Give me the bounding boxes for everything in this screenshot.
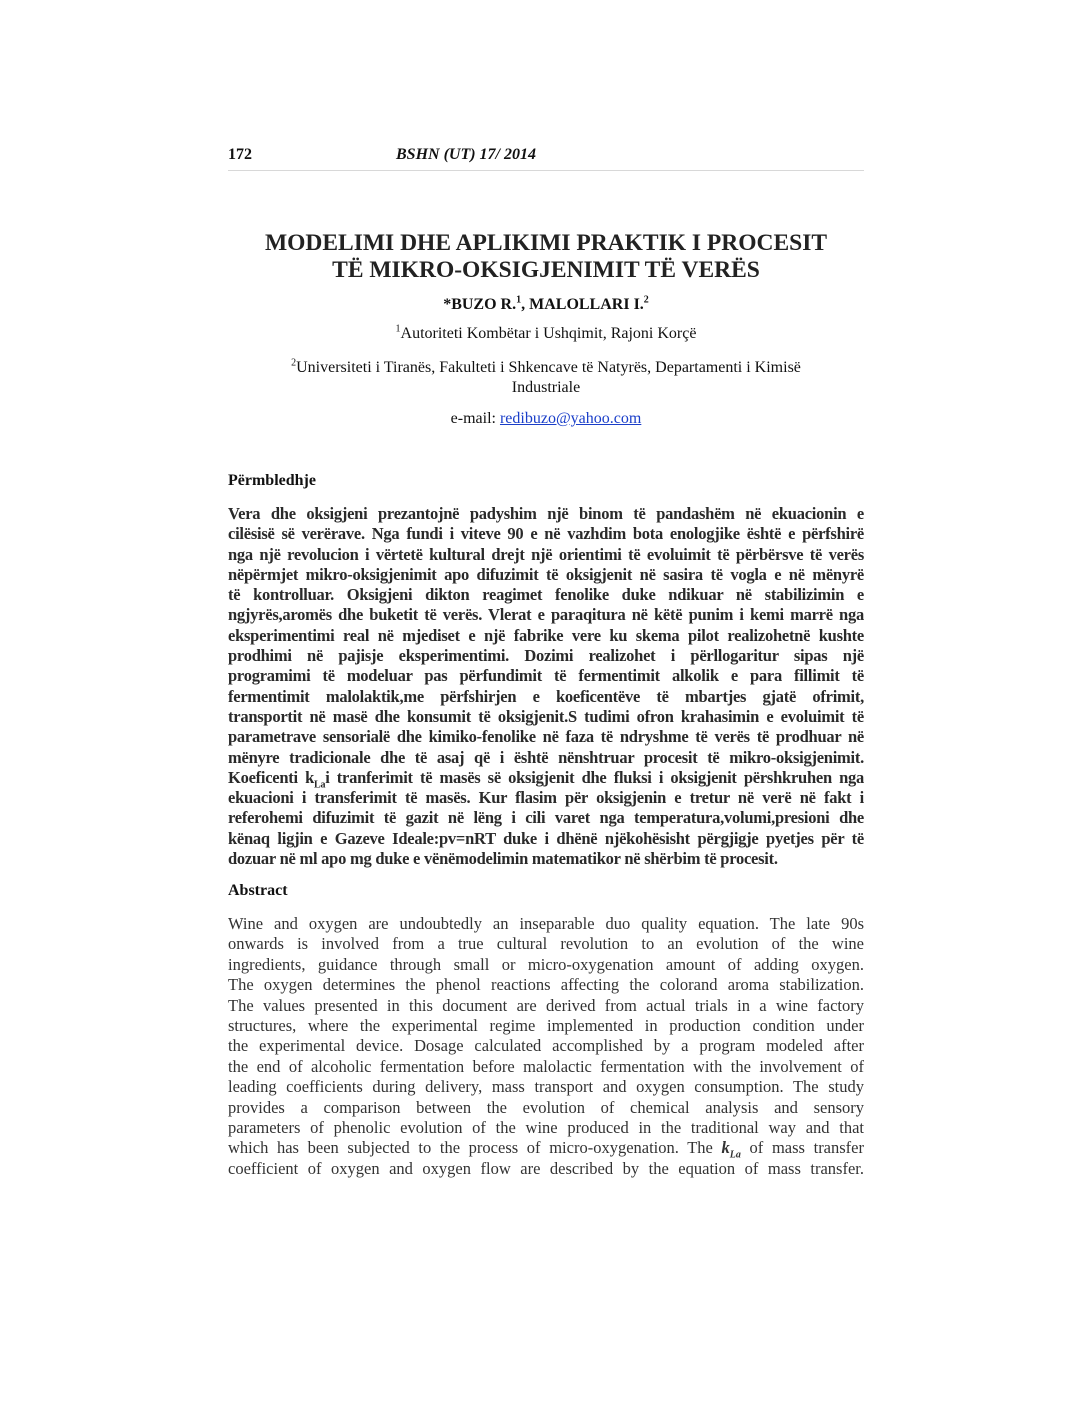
email-link[interactable]: redibuzo@yahoo.com bbox=[499, 410, 642, 427]
affiliation-1-mark: 1 bbox=[395, 323, 401, 335]
title-line-2: TË MIKRO-OKSIGJENIMIT TË VERËS bbox=[332, 257, 760, 283]
abstract-line: provides a comparison between the evolution of chemical analysis and sensory bbox=[228, 1097, 864, 1117]
abstract-line: coefficient of oxygen and oxygen flow are described by the equation of mass transfer. bbox=[228, 1158, 864, 1178]
permbledhje-line: parametrave sensorialë dhe kimiko-fenolike në faza të ndryshme të verës të prodhuar në bbox=[228, 727, 864, 747]
running-head bbox=[228, 146, 864, 171]
affiliation-2-mark: 2 bbox=[291, 357, 297, 369]
permbledhje-line: transportit në masë dhe konsumit të oksigjenit.S tudimi ofron krahasimin e evoluimit të bbox=[228, 706, 864, 726]
permbledhje-paragraph bbox=[228, 504, 864, 869]
permbledhje-line: programimi të modeluar pas përfundimit të fermentimit alkolik e para fillimit të bbox=[228, 666, 864, 686]
abstract-kla-trailing-text: of mass transfer bbox=[740, 1138, 864, 1158]
abstract-kla-symbol: k bbox=[721, 1138, 730, 1158]
permbledhje-line: fermentimit malolaktik,me përfshirjen e koeficentëve të mbartjes gjatë ofrimit, bbox=[228, 686, 864, 706]
author-separator: , bbox=[521, 296, 530, 313]
abstract-paragraph bbox=[228, 914, 864, 1179]
paper-title bbox=[228, 230, 864, 284]
permbledhje-line: referohemi difuzimit të gazit në lëng i cili varet nga temperatura,volumi,presioni dhe bbox=[228, 808, 864, 828]
author-2-affiliation-mark: 2 bbox=[643, 294, 649, 306]
kla-trailing-text: i tranferimit të masës së oksigjenit dhe fluksi i oksigjenit përshkruhen nga bbox=[325, 767, 864, 787]
permbledhje-line: kënaq ligjin e Gazeve Ideale:pv=nRT duke i dhënë njëkohësisht përgjigje pyetjes për të bbox=[228, 828, 864, 848]
affiliation-2-line-1: Universiteti i Tiranës, Fakulteti i Shkencave të Natyrës, Departamenti i Kimisë bbox=[296, 359, 801, 376]
affiliation-2 bbox=[228, 358, 864, 398]
abstract-line: the end of alcoholic fermentation before malolactic fermentation with the involvement of bbox=[228, 1056, 864, 1076]
page-number: 172 bbox=[228, 146, 252, 163]
permbledhje-line: të kontrolluar. Oksigjeni dikton reagimet fenolike duke ndikuar në stabilizimin e bbox=[228, 585, 864, 605]
author-list bbox=[228, 296, 864, 314]
abstract-heading: Abstract bbox=[228, 882, 288, 899]
kla-lead-text: Koeficenti bbox=[228, 767, 306, 787]
permbledhje-line: nëpërmjet mikro-oksigjenimit apo difuzimit të oksigjenit në sasira të vogla e në mënyrë bbox=[228, 564, 864, 584]
permbledhje-line: Vera dhe oksigjeni prezantojnë padyshim një binom të pandashëm në ekuacionin e bbox=[228, 504, 864, 523]
permbledhje-line: eksperimentimi real në mjediset e një fabrike vere ku skema pilot realizohetnë kushte bbox=[228, 625, 864, 645]
email-label: e-mail: bbox=[450, 410, 500, 427]
title-line-1: MODELIMI DHE APLIKIMI PRAKTIK I PROCESIT bbox=[264, 230, 828, 256]
author-1: *BUZO R. bbox=[443, 296, 517, 313]
permbledhje-line: ekuacioni i transferimit të masës. Kur flasim për oksigjenin e tretur në verë në fakt i bbox=[228, 788, 864, 808]
abstract-kla-lead-text: which has been subjected to the process of micro-oxygenation. The bbox=[228, 1138, 722, 1158]
author-2: MALOLLARI I. bbox=[529, 296, 644, 313]
permbledhje-line-kla bbox=[228, 768, 864, 788]
author-1-affiliation-mark: 1 bbox=[516, 294, 522, 306]
affiliation-1 bbox=[228, 324, 864, 344]
kla-subscript: La bbox=[314, 779, 326, 789]
abstract-line: The oxygen determines the phenol reactions affecting the colorand aroma stabilization. bbox=[228, 975, 864, 995]
abstract-line: onwards is involved from a true cultural revolution to an evolution of the wine bbox=[228, 934, 864, 954]
contact-email bbox=[228, 410, 864, 428]
abstract-line: structures, where the experimental regime implemented in production condition under bbox=[228, 1016, 864, 1036]
abstract-kla-subscript: La bbox=[729, 1149, 741, 1159]
journal-citation: BSHN (UT) 17/ 2014 bbox=[396, 146, 536, 163]
affiliation-1-text: Autoriteti Kombëtar i Ushqimit, Rajoni Korçë bbox=[400, 325, 697, 342]
permbledhje-heading: Përmbledhje bbox=[228, 472, 316, 489]
abstract-line: leading coefficients during delivery, mass transport and oxygen consumption. The study bbox=[228, 1077, 864, 1097]
abstract-line: the experimental device. Dosage calculated accomplished by a program modeled after bbox=[228, 1036, 864, 1056]
permbledhje-line: cilësisë së verërave. Nga fundi i viteve 90 e në vazhdim bota enologjike është e përfshirë bbox=[228, 524, 864, 544]
abstract-line: The values presented in this document are derived from actual trials in a wine factory bbox=[228, 995, 864, 1015]
abstract-line: parameters of phenolic evolution of the wine produced in the traditional way and that bbox=[228, 1118, 864, 1138]
permbledhje-line: ngjyrës,aromës dhe buketit të verës. Vlerat e paraqitura në këtë punim i kemi marrë nga bbox=[228, 605, 864, 625]
permbledhje-line: prodhimi në pajisje eksperimentimi. Dozimi realizohet i përllogaritur sipas një bbox=[228, 646, 864, 666]
abstract-line: Wine and oxygen are undoubtedly an inseparable duo quality equation. The late 90s bbox=[228, 914, 864, 933]
permbledhje-line: nga një revolucion i vërtetë kultural drejt një orientimi të evoluimit të përbërsve të verës bbox=[228, 544, 864, 564]
kla-symbol: k bbox=[305, 767, 315, 787]
abstract-line: ingredients, guidance through small or micro-oxygenation amount of adding oxygen. bbox=[228, 954, 864, 974]
affiliation-2-line-2: Industriale bbox=[511, 379, 581, 396]
permbledhje-line: mënyre tradicionale dhe të asaj që i është nënshtruar procesit të mikro-oksigjenimit. bbox=[228, 747, 864, 767]
permbledhje-line: dozuar në ml apo mg duke e vënëmodelimin matematikor në shërbim të procesit. bbox=[228, 849, 778, 869]
abstract-line-kla bbox=[228, 1138, 864, 1158]
